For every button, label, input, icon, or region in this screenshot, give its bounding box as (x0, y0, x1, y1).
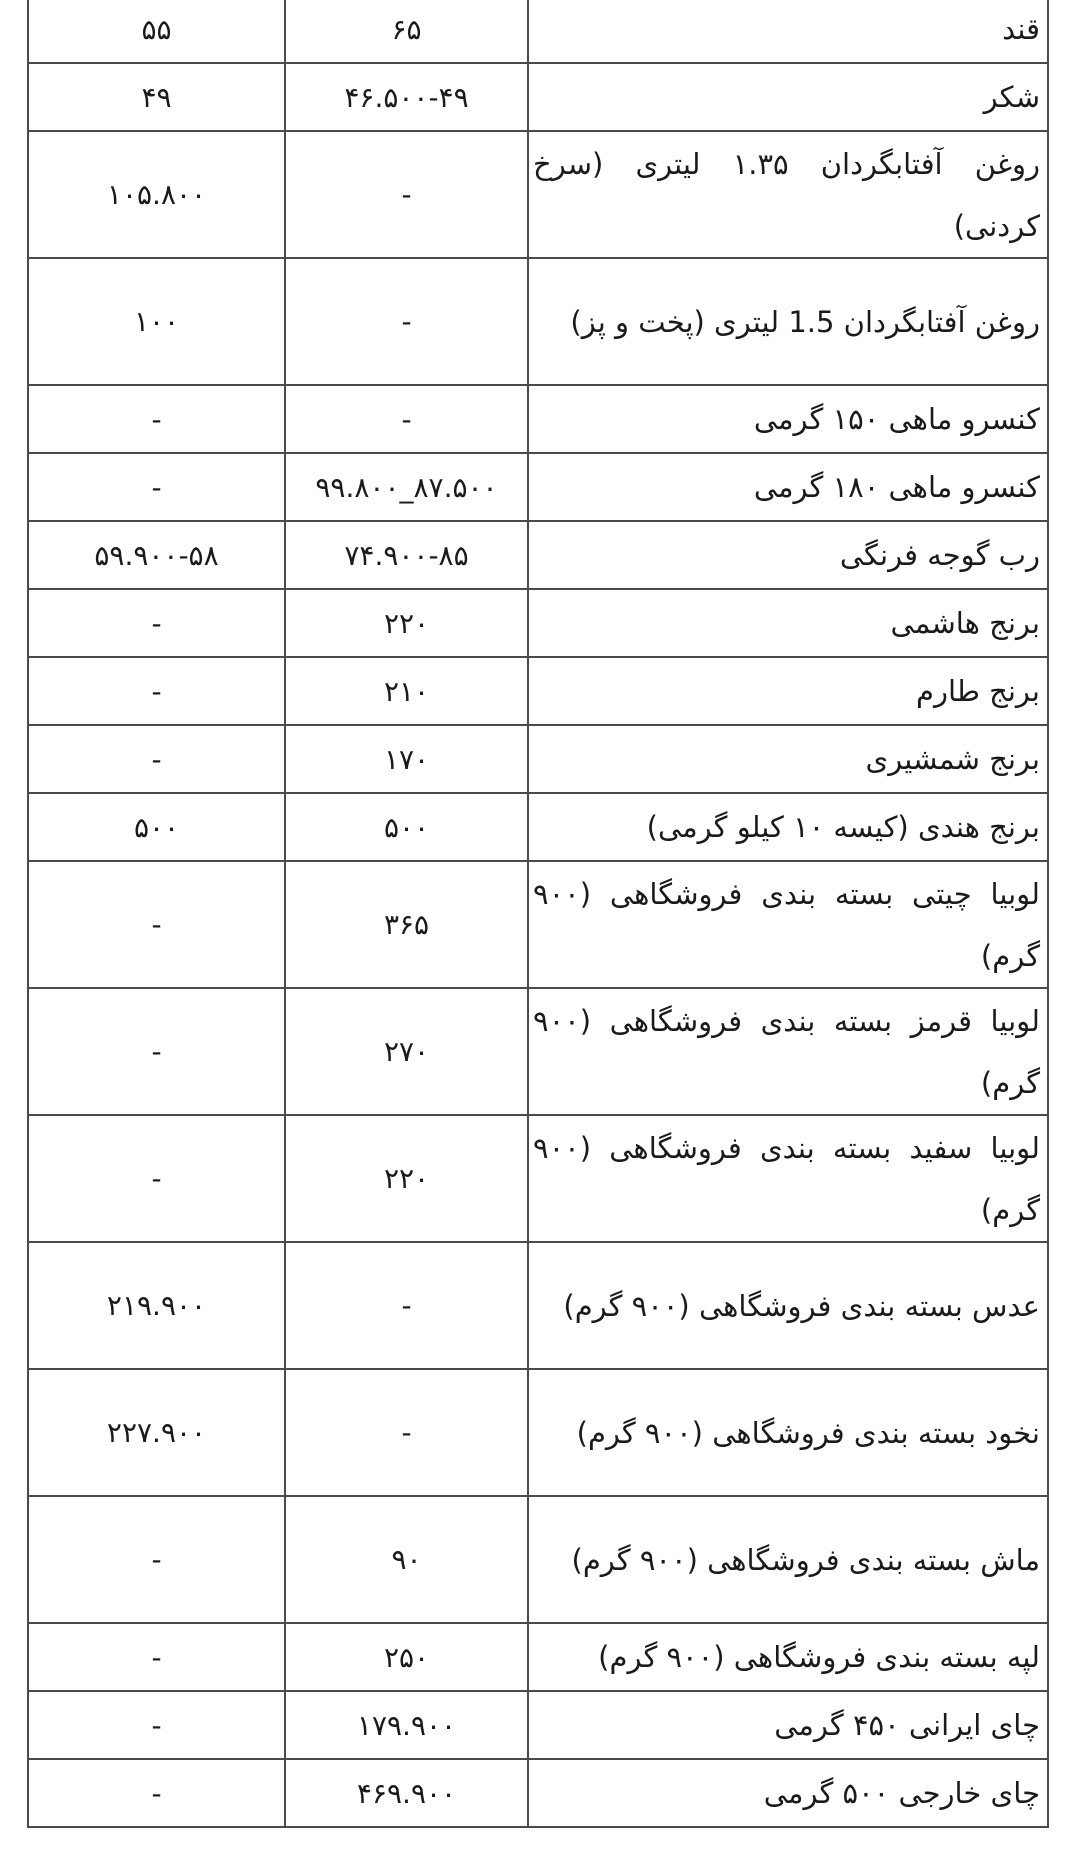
item-name-cell: کنسرو ماهی ۱۵۰ گرمی (528, 385, 1048, 453)
price-cell-a: ۲۷۰ (285, 988, 528, 1115)
price-cell-a: ۸۷.۵۰۰_۹۹.۸۰۰ (285, 453, 528, 521)
item-name-cell: روغن آفتابگردان ۱.۳۵ لیتری (سرخ کردنی) (528, 131, 1048, 258)
price-cell-b: - (28, 385, 285, 453)
item-name-cell: عدس بسته بندی فروشگاهی (۹۰۰ گرم) (528, 1242, 1048, 1369)
price-cell-b: - (28, 657, 285, 725)
table-row (28, 725, 1048, 793)
price-table-container (29, 0, 1049, 1828)
table-row (28, 1496, 1048, 1623)
price-cell-b: - (28, 861, 285, 988)
table-row (28, 861, 1048, 988)
price-cell-a: ۳۶۵ (285, 861, 528, 988)
price-cell-b: - (28, 589, 285, 657)
table-row (28, 385, 1048, 453)
price-cell-a: ۶۵ (285, 0, 528, 63)
table-row (28, 1369, 1048, 1496)
price-cell-a: ۷۴.۹۰۰-۸۵ (285, 521, 528, 589)
price-cell-a: ۱۷۰ (285, 725, 528, 793)
price-cell-b: - (28, 1623, 285, 1691)
table-row (28, 521, 1048, 589)
price-cell-b: ۲۲۷.۹۰۰ (28, 1369, 285, 1496)
price-cell-a: ۵۰۰ (285, 793, 528, 861)
item-name-cell: برنج هاشمی (528, 589, 1048, 657)
price-cell-b: - (28, 988, 285, 1115)
item-name-cell: برنج طارم (528, 657, 1048, 725)
table-row (28, 1623, 1048, 1691)
item-name-cell: لوبیا چیتی بسته بندی فروشگاهی (۹۰۰ گرم) (528, 861, 1048, 988)
table-row (28, 453, 1048, 521)
price-cell-a: ۱۷۹.۹۰۰ (285, 1691, 528, 1759)
item-name-cell: چای خارجی ۵۰۰ گرمی (528, 1759, 1048, 1827)
item-name-cell: برنج هندی (کیسه ۱۰ کیلو گرمی) (528, 793, 1048, 861)
price-cell-b: ۵۵ (28, 0, 285, 63)
item-name-cell: ماش بسته بندی فروشگاهی (۹۰۰ گرم) (528, 1496, 1048, 1623)
price-cell-b: - (28, 1496, 285, 1623)
price-cell-b: - (28, 725, 285, 793)
price-cell-b: - (28, 1759, 285, 1827)
price-cell-a: - (285, 131, 528, 258)
table-row (28, 988, 1048, 1115)
table-row (28, 589, 1048, 657)
price-cell-a: ۴۶۹.۹۰۰ (285, 1759, 528, 1827)
item-name-cell: روغن آفتابگردان 1.5 لیتری (پخت و پز) (528, 258, 1048, 385)
table-row (28, 131, 1048, 258)
item-name-cell: برنج شمشیری (528, 725, 1048, 793)
table-row (28, 1759, 1048, 1827)
price-cell-a: ۴۶.۵۰۰-۴۹ (285, 63, 528, 131)
price-cell-a: ۲۵۰ (285, 1623, 528, 1691)
price-cell-a: - (285, 1242, 528, 1369)
item-name-cell: لپه بسته بندی فروشگاهی (۹۰۰ گرم) (528, 1623, 1048, 1691)
table-row (28, 0, 1048, 63)
item-name-cell: چای ایرانی ۴۵۰ گرمی (528, 1691, 1048, 1759)
price-cell-a: - (285, 385, 528, 453)
price-cell-b: - (28, 1691, 285, 1759)
table-row (28, 258, 1048, 385)
table-row (28, 63, 1048, 131)
item-name-cell: کنسرو ماهی ۱۸۰ گرمی (528, 453, 1048, 521)
price-cell-b: - (28, 1115, 285, 1242)
price-cell-b: ۵۹.۹۰۰-۵۸ (28, 521, 285, 589)
item-name-cell: قند (528, 0, 1048, 63)
price-cell-b: - (28, 453, 285, 521)
price-table (27, 0, 1049, 1828)
price-cell-a: ۲۲۰ (285, 1115, 528, 1242)
table-row (28, 1691, 1048, 1759)
price-cell-a: ۲۲۰ (285, 589, 528, 657)
price-cell-a: - (285, 1369, 528, 1496)
price-cell-a: ۲۱۰ (285, 657, 528, 725)
item-name-cell: رب گوجه فرنگی (528, 521, 1048, 589)
price-cell-b: ۱۰۰ (28, 258, 285, 385)
table-row (28, 1242, 1048, 1369)
item-name-cell: لوبیا سفید بسته بندی فروشگاهی (۹۰۰ گرم) (528, 1115, 1048, 1242)
table-row (28, 657, 1048, 725)
item-name-cell: شکر (528, 63, 1048, 131)
table-row (28, 793, 1048, 861)
price-cell-b: ۲۱۹.۹۰۰ (28, 1242, 285, 1369)
price-cell-a: - (285, 258, 528, 385)
price-cell-a: ۹۰ (285, 1496, 528, 1623)
price-cell-b: ۱۰۵.۸۰۰ (28, 131, 285, 258)
table-row (28, 1115, 1048, 1242)
item-name-cell: لوبیا قرمز بسته بندی فروشگاهی (۹۰۰ گرم) (528, 988, 1048, 1115)
price-cell-b: ۴۹ (28, 63, 285, 131)
price-cell-b: ۵۰۰ (28, 793, 285, 861)
item-name-cell: نخود بسته بندی فروشگاهی (۹۰۰ گرم) (528, 1369, 1048, 1496)
